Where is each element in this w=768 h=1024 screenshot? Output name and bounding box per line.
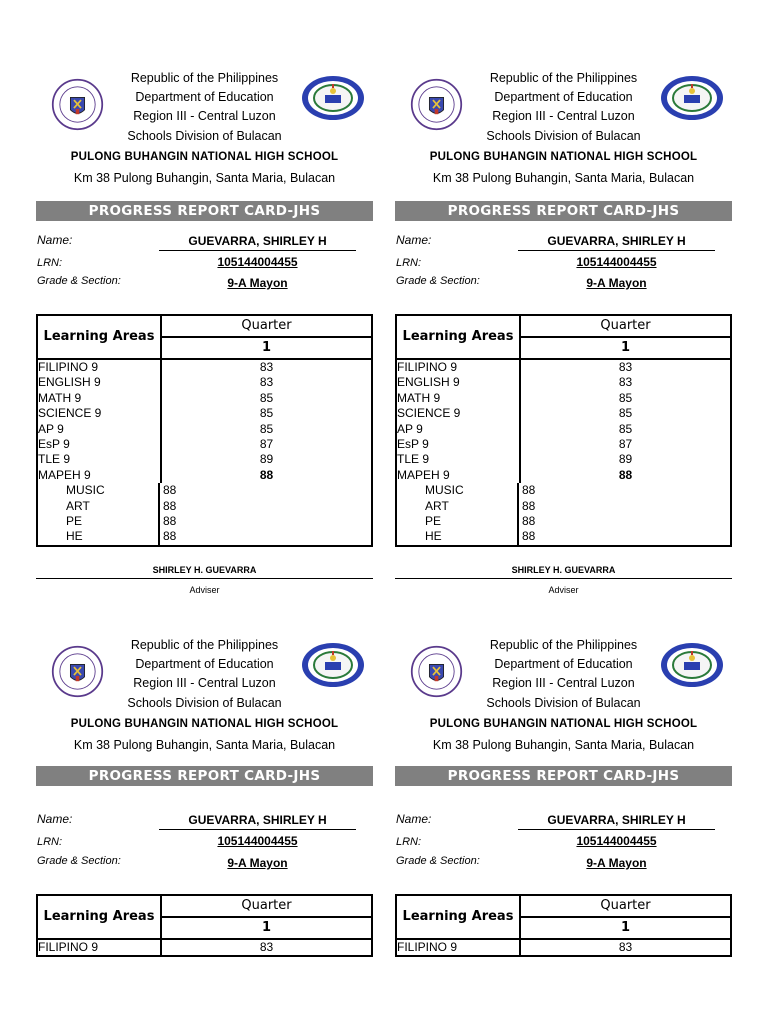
report-banner: PROGRESS REPORT CARD-JHS	[395, 201, 732, 221]
report-card-3	[36, 631, 373, 1024]
subject-grade: 85	[618, 421, 633, 436]
student-grade-section: 9-A Mayon	[586, 856, 647, 870]
card-header	[36, 64, 373, 185]
quarter-header: Quarter	[521, 896, 730, 918]
table-row	[38, 375, 371, 390]
subject-grade: 83	[259, 940, 274, 954]
student-name: GUEVARRA, SHIRLEY H	[547, 234, 686, 248]
table-row	[397, 529, 730, 544]
name-underline	[159, 829, 356, 830]
report-card-4	[395, 631, 732, 1024]
adviser-name: SHIRLEY H. GUEVARRA	[511, 565, 616, 575]
subject-name: MUSIC	[38, 483, 160, 498]
subject-grade: 88	[522, 529, 536, 544]
quarter-header: Quarter	[162, 316, 371, 338]
table-row	[397, 483, 730, 498]
subject-grade: 83	[618, 375, 633, 390]
table-row	[397, 499, 730, 514]
subject-name: TLE 9	[397, 452, 521, 467]
header-line-1: Republic of the Philippines	[489, 638, 638, 652]
quarter-header: Quarter	[521, 316, 730, 338]
grades-table	[36, 894, 373, 957]
card-header	[395, 64, 732, 185]
adviser-role: Adviser	[189, 585, 220, 595]
grade-section-label: Grade & Section:	[37, 855, 121, 867]
table-row	[397, 514, 730, 529]
grades-header	[397, 896, 730, 940]
header-line-1: Republic of the Philippines	[130, 638, 279, 652]
student-lrn: 105144004455	[217, 834, 298, 848]
grades-table	[395, 894, 732, 957]
table-row	[38, 391, 371, 406]
student-grade-section: 9-A Mayon	[227, 856, 288, 870]
subject-name: FILIPINO 9	[397, 360, 521, 375]
student-name: GUEVARRA, SHIRLEY H	[188, 234, 327, 248]
subject-grade: 88	[163, 483, 177, 498]
school-name: PULONG BUHANGIN NATIONAL HIGH SCHOOL	[429, 718, 698, 730]
subject-name: ART	[38, 499, 160, 514]
school-name: PULONG BUHANGIN NATIONAL HIGH SCHOOL	[70, 151, 339, 163]
lrn-label: LRN:	[396, 257, 422, 269]
subject-grade: 87	[259, 436, 274, 451]
student-name: GUEVARRA, SHIRLEY H	[547, 813, 686, 827]
subject-grade: 85	[259, 406, 274, 421]
subject-name: FILIPINO 9	[397, 940, 521, 955]
header-line-3: Region III - Central Luzon	[133, 109, 276, 123]
subject-grade: 85	[259, 390, 274, 405]
student-name: GUEVARRA, SHIRLEY H	[188, 813, 327, 827]
deped-logo-icon	[300, 641, 366, 689]
adviser-signature-line	[36, 578, 373, 579]
subject-name: ENGLISH 9	[397, 375, 521, 390]
grade-section-label: Grade & Section:	[396, 855, 480, 867]
table-row	[38, 422, 371, 437]
subject-grade: 83	[618, 940, 633, 954]
subject-grade: 88	[163, 529, 177, 544]
subject-name: AP 9	[38, 422, 162, 437]
subject-grade: 88	[522, 483, 536, 498]
subject-name: AP 9	[397, 422, 521, 437]
report-banner: PROGRESS REPORT CARD-JHS	[36, 766, 373, 786]
subject-name: MATH 9	[38, 391, 162, 406]
grades-header	[38, 316, 371, 360]
table-row	[397, 406, 730, 421]
name-label: Name:	[37, 812, 73, 826]
subject-name: PE	[397, 514, 519, 529]
school-address: Km 38 Pulong Buhangin, Santa Maria, Bulacan	[432, 171, 695, 185]
subject-name: MAPEH 9	[38, 468, 162, 483]
student-grade-section: 9-A Mayon	[227, 276, 288, 290]
learning-areas-header: Learning Areas	[397, 896, 521, 938]
subject-name: HE	[397, 529, 519, 544]
table-row	[397, 422, 730, 437]
school-name: PULONG BUHANGIN NATIONAL HIGH SCHOOL	[429, 151, 698, 163]
student-lrn: 105144004455	[576, 255, 657, 269]
subject-grade: 88	[163, 513, 177, 528]
header-line-4: Schools Division of Bulacan	[486, 129, 641, 143]
subject-grade: 87	[618, 436, 633, 451]
quarter-number: 1	[620, 920, 631, 935]
subject-grade: 85	[618, 406, 633, 421]
report-card-1	[36, 64, 373, 604]
subject-grade: 83	[618, 360, 633, 374]
subject-name: ENGLISH 9	[38, 375, 162, 390]
header-line-2: Department of Education	[494, 657, 633, 671]
deped-logo-icon	[300, 74, 366, 122]
subject-name: FILIPINO 9	[38, 940, 162, 955]
header-line-3: Region III - Central Luzon	[492, 109, 635, 123]
subject-name: SCIENCE 9	[397, 406, 521, 421]
grade-section-label: Grade & Section:	[396, 275, 480, 287]
header-line-1: Republic of the Philippines	[489, 71, 638, 85]
school-address: Km 38 Pulong Buhangin, Santa Maria, Bulacan	[432, 738, 695, 752]
table-row	[38, 406, 371, 421]
table-row	[38, 360, 371, 375]
report-banner: PROGRESS REPORT CARD-JHS	[36, 201, 373, 221]
adviser-name: SHIRLEY H. GUEVARRA	[152, 565, 257, 575]
subject-name: PE	[38, 514, 160, 529]
quarter-header: Quarter	[162, 896, 371, 918]
header-line-2: Department of Education	[135, 657, 274, 671]
table-row	[38, 499, 371, 514]
table-row	[38, 483, 371, 498]
deped-logo-icon	[659, 74, 725, 122]
table-row	[397, 360, 730, 375]
header-line-1: Republic of the Philippines	[130, 71, 279, 85]
adviser-role: Adviser	[548, 585, 579, 595]
subject-name: SCIENCE 9	[38, 406, 162, 421]
subject-grade: 89	[259, 452, 274, 467]
table-row	[38, 468, 371, 483]
header-line-4: Schools Division of Bulacan	[127, 696, 282, 710]
student-grade-section: 9-A Mayon	[586, 276, 647, 290]
subject-name: EsP 9	[38, 437, 162, 452]
grades-table	[36, 314, 373, 547]
subject-name: MAPEH 9	[397, 468, 521, 483]
learning-areas-header: Learning Areas	[38, 316, 162, 358]
name-underline	[159, 250, 356, 251]
school-address: Km 38 Pulong Buhangin, Santa Maria, Bulacan	[73, 738, 336, 752]
subject-name: MUSIC	[397, 483, 519, 498]
header-line-3: Region III - Central Luzon	[133, 676, 276, 690]
header-line-3: Region III - Central Luzon	[492, 676, 635, 690]
subject-grade: 88	[259, 467, 274, 482]
subject-name: FILIPINO 9	[38, 360, 162, 375]
table-row	[38, 529, 371, 544]
deped-logo-icon	[659, 641, 725, 689]
grades-table	[395, 314, 732, 547]
subject-grade: 88	[163, 498, 177, 513]
card-header	[395, 631, 732, 752]
name-underline	[518, 250, 715, 251]
table-row	[38, 437, 371, 452]
header-line-2: Department of Education	[494, 90, 633, 104]
quarter-number: 1	[261, 920, 272, 935]
grade-section-label: Grade & Section:	[37, 275, 121, 287]
table-row	[38, 452, 371, 467]
quarter-number: 1	[620, 340, 631, 355]
table-row	[397, 452, 730, 467]
table-row	[397, 391, 730, 406]
lrn-label: LRN:	[37, 257, 63, 269]
learning-areas-header: Learning Areas	[38, 896, 162, 938]
table-row	[38, 514, 371, 529]
subject-grade: 83	[259, 360, 274, 374]
subject-name: EsP 9	[397, 437, 521, 452]
name-label: Name:	[37, 233, 73, 247]
subject-grade: 85	[259, 421, 274, 436]
quarter-number: 1	[261, 340, 272, 355]
subject-grade: 88	[522, 498, 536, 513]
table-row	[397, 375, 730, 390]
header-line-4: Schools Division of Bulacan	[486, 696, 641, 710]
table-row	[397, 940, 730, 955]
subject-grade: 88	[618, 467, 633, 482]
student-lrn: 105144004455	[217, 255, 298, 269]
learning-areas-header: Learning Areas	[397, 316, 521, 358]
grades-header	[38, 896, 371, 940]
header-line-2: Department of Education	[135, 90, 274, 104]
report-card-2	[395, 64, 732, 604]
table-row	[397, 437, 730, 452]
subject-name: HE	[38, 529, 160, 544]
subject-name: ART	[397, 499, 519, 514]
name-underline	[518, 829, 715, 830]
subject-grade: 88	[522, 513, 536, 528]
table-row	[38, 940, 371, 955]
subject-grade: 83	[259, 375, 274, 390]
school-name: PULONG BUHANGIN NATIONAL HIGH SCHOOL	[70, 718, 339, 730]
student-lrn: 105144004455	[576, 834, 657, 848]
school-address: Km 38 Pulong Buhangin, Santa Maria, Bulacan	[73, 171, 336, 185]
subject-name: MATH 9	[397, 391, 521, 406]
grades-header	[397, 316, 730, 360]
lrn-label: LRN:	[37, 836, 63, 848]
header-line-4: Schools Division of Bulacan	[127, 129, 282, 143]
name-label: Name:	[396, 812, 432, 826]
adviser-signature-line	[395, 578, 732, 579]
subject-grade: 89	[618, 452, 633, 467]
name-label: Name:	[396, 233, 432, 247]
subject-name: TLE 9	[38, 452, 162, 467]
report-banner: PROGRESS REPORT CARD-JHS	[395, 766, 732, 786]
table-row	[397, 468, 730, 483]
lrn-label: LRN:	[396, 836, 422, 848]
card-header	[36, 631, 373, 752]
subject-grade: 85	[618, 390, 633, 405]
